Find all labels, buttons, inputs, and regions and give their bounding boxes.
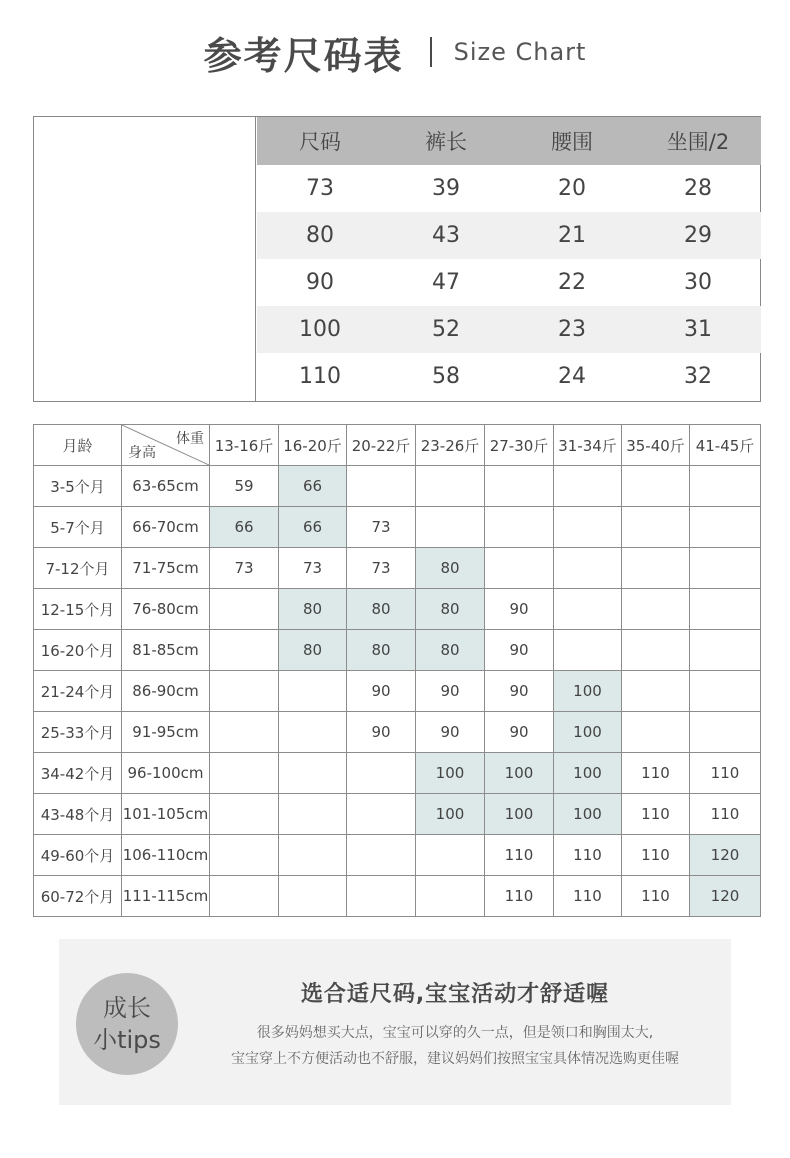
size-cell: 110 [622, 794, 690, 835]
height-cell: 91-95cm [122, 712, 210, 753]
spec-row [257, 259, 761, 306]
table-row [34, 794, 761, 835]
age-cell: 25-33个月 [34, 712, 122, 753]
size-cell: 90 [485, 630, 554, 671]
spec-header-cell: 坐围/2 [635, 117, 761, 165]
size-cell: 80 [416, 589, 485, 630]
header-height-label: 身高 [128, 445, 156, 461]
age-cell: 60-72个月 [34, 876, 122, 917]
height-cell: 66-70cm [122, 507, 210, 548]
size-cell: 120 [690, 835, 761, 876]
size-cell [690, 589, 761, 630]
spec-row [257, 165, 761, 212]
tips-badge [76, 973, 178, 1075]
header-weight-height [122, 425, 210, 466]
size-cell [347, 876, 416, 917]
size-cell: 110 [554, 876, 622, 917]
weight-header-cell: 27-30斤 [485, 425, 554, 466]
tips-text-line-2: 宝宝穿上不方便活动也不舒服，建议妈妈们按照宝宝具体情况选购更佳喔 [231, 1051, 679, 1067]
spec-cell: 100 [257, 306, 383, 353]
size-cell: 90 [347, 712, 416, 753]
size-cell: 120 [690, 876, 761, 917]
spec-cell: 43 [383, 212, 509, 259]
size-cell [622, 630, 690, 671]
size-cell [279, 712, 347, 753]
size-cell [416, 507, 485, 548]
tips-text-line-1: 很多妈妈想买大点，宝宝可以穿的久一点，但是领口和胸围太大, [256, 1025, 654, 1041]
header-weight-label: 体重 [176, 431, 204, 447]
spec-cell: 24 [558, 364, 586, 389]
spec-header-cell: 尺码 [257, 117, 383, 165]
size-cell [690, 507, 761, 548]
size-cell: 73 [347, 507, 416, 548]
height-cell: 106-110cm [122, 835, 210, 876]
size-cell: 90 [416, 712, 485, 753]
spec-cell: 90 [306, 270, 334, 295]
size-cell: 90 [485, 671, 554, 712]
height-cell: 63-65cm [122, 466, 210, 507]
weight-header-cell: 35-40斤 [622, 425, 690, 466]
table-row [34, 507, 761, 548]
size-cell: 100 [485, 794, 554, 835]
size-cell [279, 753, 347, 794]
size-cell [690, 712, 761, 753]
size-cell: 110 [690, 753, 761, 794]
size-cell: 110 [554, 835, 622, 876]
table-row [34, 835, 761, 876]
size-cell: 80 [279, 630, 347, 671]
spec-cell: 32 [684, 364, 712, 389]
table-row [34, 630, 761, 671]
size-cell: 100 [416, 753, 485, 794]
size-cell [210, 671, 279, 712]
size-recommendation-table [33, 424, 761, 917]
table-row [34, 753, 761, 794]
size-cell: 100 [554, 671, 622, 712]
size-cell: 100 [554, 794, 622, 835]
spec-cell: 47 [432, 270, 460, 295]
size-cell: 80 [416, 630, 485, 671]
spec-cell: 73 [306, 176, 334, 201]
page-header [0, 22, 790, 82]
spec-cell: 52 [383, 306, 509, 353]
spec-cell: 28 [684, 176, 712, 201]
size-cell: 100 [554, 712, 622, 753]
spec-row [257, 212, 761, 259]
height-cell: 81-85cm [122, 630, 210, 671]
header-age: 月龄 [34, 425, 122, 466]
size-cell [210, 712, 279, 753]
spec-header-cell: 腰围 [509, 117, 635, 165]
age-cell: 43-48个月 [34, 794, 122, 835]
size-cell: 100 [485, 753, 554, 794]
table-row [34, 589, 761, 630]
size-cell: 66 [279, 466, 347, 507]
size-cell: 110 [690, 794, 761, 835]
size-cell [347, 835, 416, 876]
size-cell: 80 [347, 589, 416, 630]
spec-cell: 29 [635, 212, 761, 259]
age-cell: 34-42个月 [34, 753, 122, 794]
size-cell [485, 548, 554, 589]
size-cell [554, 466, 622, 507]
size-cell [485, 507, 554, 548]
tips-headline: 选合适尺码,宝宝活动才舒适喔 [300, 982, 610, 1007]
size-cell [554, 507, 622, 548]
spec-header-cell: 裤长 [383, 117, 509, 165]
size-cell: 80 [279, 589, 347, 630]
size-cell [690, 466, 761, 507]
size-cell [279, 794, 347, 835]
page-subtitle: Size Chart [453, 38, 587, 66]
size-cell [279, 835, 347, 876]
size-cell: 73 [347, 548, 416, 589]
age-cell: 5-7个月 [34, 507, 122, 548]
tips-panel [59, 939, 731, 1105]
badge-line-2: 小tips [93, 1026, 161, 1054]
weight-header-cell: 16-20斤 [279, 425, 347, 466]
spec-cell: 80 [257, 212, 383, 259]
size-cell [210, 630, 279, 671]
size-cell [210, 835, 279, 876]
badge-line-1: 成长 [103, 994, 151, 1022]
page-title: 参考尺码表 [203, 33, 404, 78]
height-cell: 96-100cm [122, 753, 210, 794]
spec-cell: 23 [509, 306, 635, 353]
size-cell: 59 [210, 466, 279, 507]
spec-cell: 21 [509, 212, 635, 259]
spec-row [257, 353, 761, 400]
age-cell: 12-15个月 [34, 589, 122, 630]
size-cell [622, 671, 690, 712]
size-cell [485, 466, 554, 507]
size-cell [622, 466, 690, 507]
age-cell: 3-5个月 [34, 466, 122, 507]
size-cell [690, 548, 761, 589]
table-row [34, 548, 761, 589]
size-cell: 100 [554, 753, 622, 794]
size-cell: 90 [485, 589, 554, 630]
size-cell [554, 630, 622, 671]
spec-cell: 58 [432, 364, 460, 389]
size-cell: 66 [210, 507, 279, 548]
age-cell: 16-20个月 [34, 630, 122, 671]
weight-header-cell: 13-16斤 [210, 425, 279, 466]
size-cell [347, 466, 416, 507]
size-cell [347, 794, 416, 835]
size-cell [347, 753, 416, 794]
spec-cell: 30 [684, 270, 712, 295]
size-cell: 73 [279, 548, 347, 589]
size-cell [622, 712, 690, 753]
size-cell: 90 [347, 671, 416, 712]
size-cell [416, 466, 485, 507]
size-cell: 73 [210, 548, 279, 589]
size-cell: 110 [485, 876, 554, 917]
height-cell: 76-80cm [122, 589, 210, 630]
size-cell [210, 876, 279, 917]
spec-cell: 20 [558, 176, 586, 201]
height-cell: 71-75cm [122, 548, 210, 589]
spec-row [257, 306, 761, 353]
size-cell: 80 [416, 548, 485, 589]
size-cell: 80 [347, 630, 416, 671]
size-cell [416, 876, 485, 917]
title-divider [430, 37, 432, 67]
size-cell: 110 [622, 876, 690, 917]
spec-cell: 22 [558, 270, 586, 295]
size-spec-table [33, 116, 761, 402]
size-cell: 110 [485, 835, 554, 876]
spec-cell: 39 [432, 176, 460, 201]
spec-cell: 31 [635, 306, 761, 353]
size-cell [690, 671, 761, 712]
size-cell [622, 548, 690, 589]
size-cell [210, 794, 279, 835]
age-cell: 7-12个月 [34, 548, 122, 589]
size-cell [416, 835, 485, 876]
weight-header-cell: 23-26斤 [416, 425, 485, 466]
size-cell: 100 [416, 794, 485, 835]
table-row [34, 466, 761, 507]
size-cell: 90 [416, 671, 485, 712]
size-cell [690, 630, 761, 671]
size-cell: 90 [485, 712, 554, 753]
weight-header-cell: 20-22斤 [347, 425, 416, 466]
size-cell [622, 507, 690, 548]
product-image-placeholder [34, 117, 256, 401]
age-cell: 21-24个月 [34, 671, 122, 712]
weight-header-cell: 41-45斤 [690, 425, 761, 466]
size-cell [622, 589, 690, 630]
height-cell: 86-90cm [122, 671, 210, 712]
spec-table [257, 117, 761, 400]
size-cell [554, 589, 622, 630]
size-cell [210, 753, 279, 794]
weight-header-cell: 31-34斤 [554, 425, 622, 466]
table-row [34, 712, 761, 753]
size-cell [210, 589, 279, 630]
size-cell [279, 876, 347, 917]
height-cell: 101-105cm [122, 794, 210, 835]
age-cell: 49-60个月 [34, 835, 122, 876]
table-row [34, 876, 761, 917]
size-cell: 110 [622, 835, 690, 876]
size-cell [279, 671, 347, 712]
size-cell [554, 548, 622, 589]
table-row [34, 671, 761, 712]
size-cell: 66 [279, 507, 347, 548]
size-cell: 110 [622, 753, 690, 794]
spec-cell: 110 [299, 364, 341, 389]
height-cell: 111-115cm [122, 876, 210, 917]
